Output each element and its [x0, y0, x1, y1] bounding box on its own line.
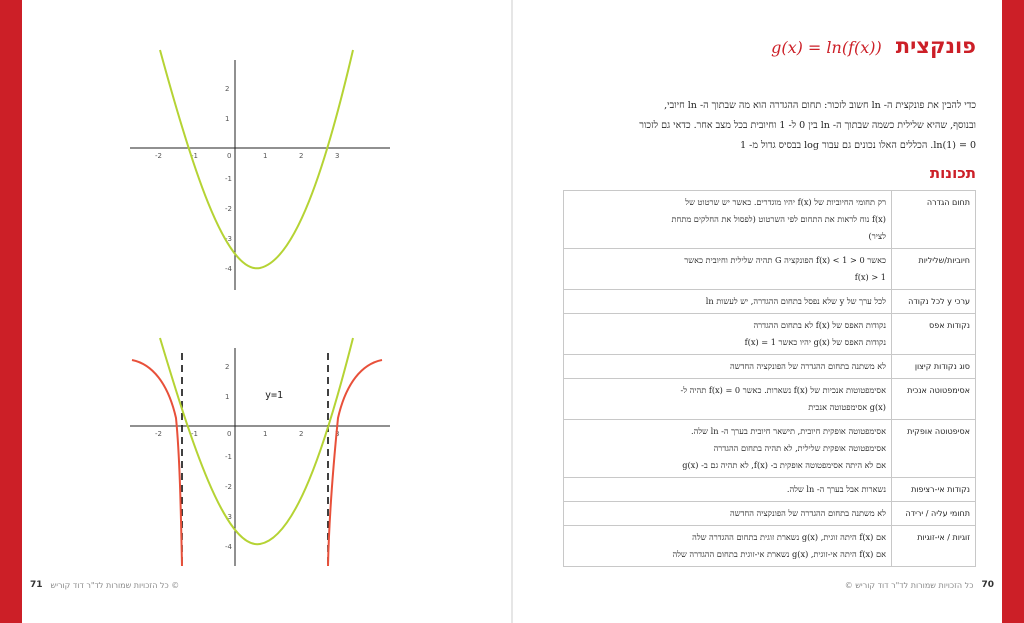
- description-line: נשארות אבל בערך ה- ln שלה.: [786, 484, 886, 494]
- property-name: סוג נקודות קיצון: [892, 355, 976, 379]
- y-tick-label: -3: [225, 235, 232, 243]
- description-line: לציר): [868, 231, 886, 241]
- x-tick-label: 3: [335, 430, 340, 438]
- copyright-text: כל הזכויות שמורות לד"ר דוד קוריש ©: [844, 580, 974, 590]
- intro-line: כדי להבין את פונקצית ה- ln חשוב לזכור: תחום ההגדרה הוא מה שבתוך ה- ln חיובי,: [664, 100, 976, 111]
- property-description: [564, 526, 892, 567]
- x-tick-label: -2: [155, 152, 162, 160]
- left-footer: [30, 580, 179, 590]
- parabola-graph: [120, 40, 400, 300]
- table-row: [564, 502, 976, 526]
- x-tick-label: 2: [299, 430, 304, 438]
- right-page-edge: [1002, 0, 1024, 623]
- copyright-text: כל הזכויות שמורות לד"ר דוד קוריש ©: [50, 580, 180, 590]
- description-line: רק תחומי החיוביות של f(x) יהיו מוגדרים. כאשר יש שרטוט של: [685, 197, 886, 207]
- property-description: [564, 502, 892, 526]
- description-line: אסימפטוטה אופקית חיובית, תישאר חיובית בערך ה- ln שלה.: [691, 426, 886, 436]
- table-row: [564, 379, 976, 420]
- left-page-edge: [0, 0, 22, 623]
- intro-line: ln(1) = 0. הכללים האלו נכונים גם עבור log בבסיס גדול מ- 1: [740, 140, 976, 151]
- x-tick-label: 1: [263, 430, 268, 438]
- property-name: ערכי y לכל נקודה: [892, 290, 976, 314]
- property-name: נקודות אי-רציפות: [892, 478, 976, 502]
- y-tick-label: -2: [225, 205, 232, 213]
- property-name: תחום הגדרה: [892, 191, 976, 249]
- x-tick-label: -1: [191, 430, 198, 438]
- description-line: לכל ערך של y שלא נפסל בתחום ההגדרה, יש לעשות ln: [705, 296, 886, 306]
- table-row: [564, 249, 976, 290]
- book-spine: [511, 0, 513, 623]
- y-tick-label: 1: [225, 115, 230, 123]
- graph-annotation: y=1: [265, 390, 284, 401]
- x-tick-label: -2: [155, 430, 162, 438]
- x-tick-label: 0: [227, 152, 232, 160]
- table-row: [564, 191, 976, 249]
- property-description: [564, 478, 892, 502]
- property-description: [564, 290, 892, 314]
- x-tick-label: 1: [263, 152, 268, 160]
- property-description: [564, 355, 892, 379]
- y-tick-label: 2: [225, 85, 230, 93]
- property-name: אסיפטוטה אופקית: [892, 420, 976, 478]
- properties-table: [563, 190, 976, 567]
- description-line: f(x) נוח לראות את התחום לפי השרטוט (לפסול את החלקים מתחת: [671, 214, 886, 224]
- x-tick-label: -1: [191, 152, 198, 160]
- x-tick-label: 2: [299, 152, 304, 160]
- property-description: [564, 379, 892, 420]
- y-tick-label: -1: [225, 453, 232, 461]
- y-tick-label: 2: [225, 363, 230, 371]
- x-tick-label: 3: [335, 152, 340, 160]
- description-line: f(x) > 1: [854, 272, 886, 282]
- description-line: אם f(x) היתה זוגית, g(x) נשארת זוגית בתחום ההגדרה שלה: [692, 532, 886, 542]
- description-line: נקודות האפס של g(x) יהיו כאשר f(x) = 1: [744, 337, 886, 347]
- description-line: כאשר 0 < f(x) < 1 הפונקציה G תהיה שלילית וחיובית כאשר: [684, 255, 886, 265]
- table-row: [564, 478, 976, 502]
- table-row: [564, 355, 976, 379]
- property-description: [564, 314, 892, 355]
- property-description: [564, 191, 892, 249]
- description-line: אסימפטוטה אופקית שלילית, לא תהיה בתחום ההגדרה: [713, 443, 886, 453]
- y-tick-label: -3: [225, 513, 232, 521]
- log-composition-graph: [120, 328, 400, 573]
- y-tick-label: -2: [225, 483, 232, 491]
- description-line: לא משתנה בתחום ההגדרה של הפונקציה החדשה: [729, 508, 886, 518]
- y-tick-label: -1: [225, 175, 232, 183]
- page-number: 70: [981, 580, 994, 590]
- title-word: פונקצית: [895, 34, 976, 58]
- description-line: אסימפטוטות אנכיות של f(x) נשארות. כאשר f(x) = 0 תהיה ל-: [680, 385, 886, 395]
- property-name: זוגיות / אי-זוגיות: [892, 526, 976, 567]
- y-tick-label: 1: [225, 393, 230, 401]
- table-row: [564, 314, 976, 355]
- property-description: [564, 420, 892, 478]
- properties-heading: תכונות: [929, 164, 976, 182]
- property-name: אסימפטוטה אנכית: [892, 379, 976, 420]
- x-tick-label: 0: [227, 430, 232, 438]
- description-line: אם לא היתה אסימפטוטה אופקית ב- f(x), לא תהיה גם ב- g(x): [682, 460, 886, 470]
- description-line: g(x) אסימפטוטה אנכית: [808, 402, 886, 412]
- page-number: 71: [30, 580, 43, 590]
- right-footer: [845, 580, 994, 590]
- description-line: לא משתנה בתחום ההגדרה של הפונקציה החדשה: [729, 361, 886, 371]
- y-tick-label: -4: [225, 543, 232, 551]
- table-row: [564, 526, 976, 567]
- page-title: [771, 34, 976, 58]
- table-row: [564, 420, 976, 478]
- intro-paragraph: [546, 96, 976, 156]
- description-line: נקודות האפס של f(x) לא בתחום ההגדרה: [753, 320, 886, 330]
- y-tick-label: -4: [225, 265, 232, 273]
- title-formula: g(x) = ln(f(x)): [771, 38, 882, 57]
- intro-line: ובנוסף, שהיא שלילית כשמה שבתוך ה- ln בין 0 ל- 1 וחיובית בכל מצב אחר. כדאי גם לזכור: [639, 120, 976, 131]
- description-line: אם f(x) היתה אי-זוגית, g(x) נשארת אי-זוגית בתחום ההגדרה שלה: [672, 549, 886, 559]
- property-name: תחומי עליה / ירידה: [892, 502, 976, 526]
- property-name: חיוביות/שליליות: [892, 249, 976, 290]
- property-description: [564, 249, 892, 290]
- property-name: נקודות אפס: [892, 314, 976, 355]
- table-row: [564, 290, 976, 314]
